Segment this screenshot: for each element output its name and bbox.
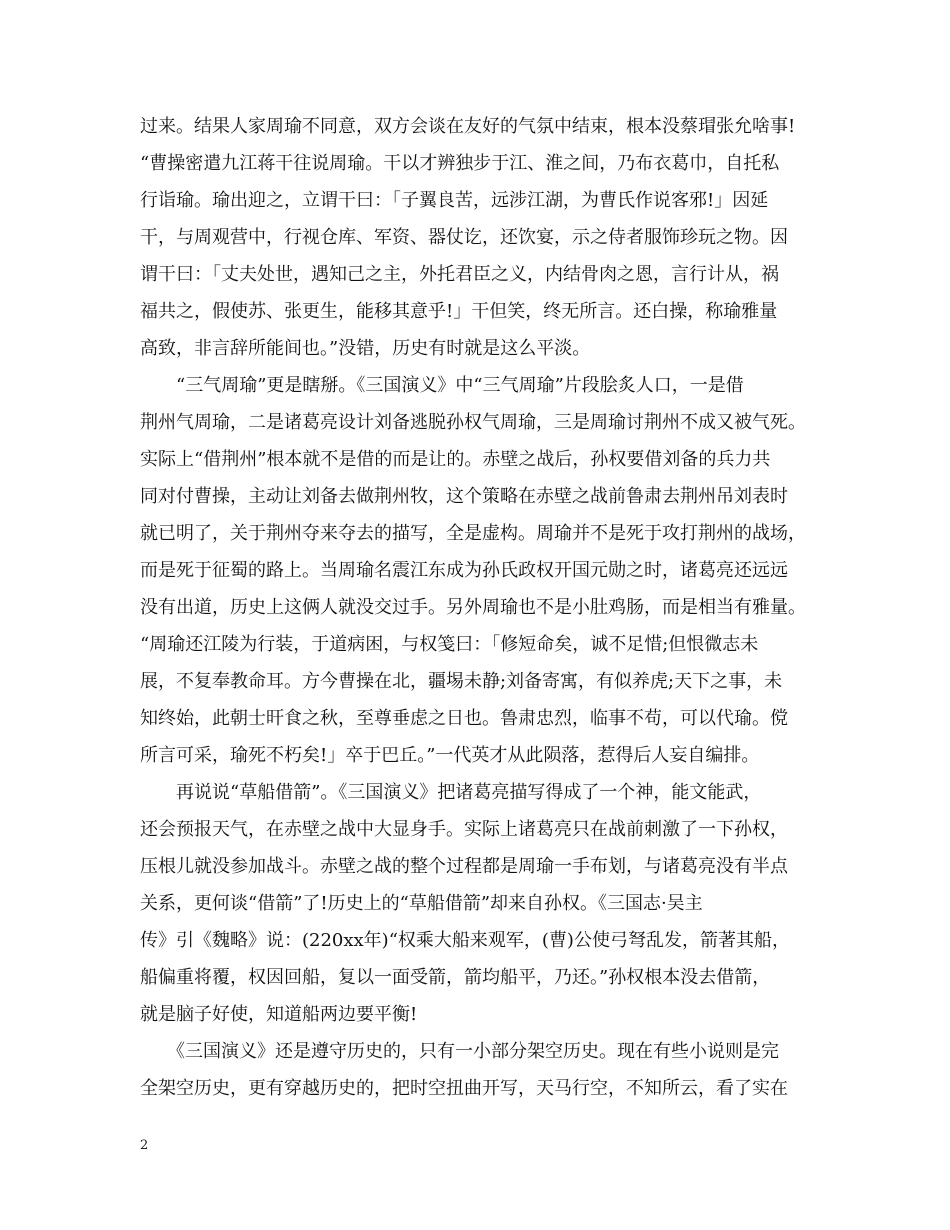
text-line: 干，与周观营中，行视仓库、军资、器仗讫，还饮宴，示之侍者服饰珍玩之物。因 bbox=[140, 227, 788, 248]
body-text bbox=[140, 108, 812, 1107]
text-line: 还会预报天气，在赤壁之战中大显身手。实际上诸葛亮只在战前刺激了一下孙权， bbox=[140, 819, 788, 840]
text-line: 传》引《魏略》说：(220xx年)“权乘大船来观军，(曹)公使弓弩乱发，箭著其船， bbox=[140, 930, 790, 951]
text-line: 全架空历史，更有穿越历史的，把时空扭曲开写，天马行空，不知所云，看了实在 bbox=[140, 1078, 788, 1099]
text-line: 知终始，此朝士旰食之秋，至尊垂虑之日也。鲁肃忠烈，临事不苟，可以代瑜。傥 bbox=[140, 708, 788, 729]
text-line: 关系，更何谈“借箭”了!历史上的“草船借箭”却来自孙权。《三国志·吴主 bbox=[140, 893, 703, 914]
text-line: 谓干曰：「丈夫处世，遇知己之主，外托君臣之义，内结骨肉之恩，言行计从，祸 bbox=[140, 264, 779, 285]
text-line: 行诣瑜。瑜出迎之，立谓干曰：「子翼良苦，远涉江湖，为曹氏作说客邪!」因延 bbox=[140, 190, 769, 211]
text-line: 高致，非言辞所能间也。”没错，历史有时就是这么平淡。 bbox=[140, 338, 591, 359]
text-line: 所言可采，瑜死不朽矣!」卒于巴丘。”一代英才从此陨落，惹得后人妄自编排。 bbox=[140, 745, 760, 766]
text-line: 再说说“草船借箭”。《三国演义》把诸葛亮描写得成了一个神，能文能武， bbox=[140, 782, 762, 803]
text-line: 同对付曹操，主动让刘备去做荆州牧，这个策略在赤壁之战前鲁肃去荆州吊刘表时 bbox=[140, 486, 788, 507]
text-line: 船偏重将覆，权因回船，复以一面受箭，箭均船平，乃还。”孙权根本没去借箭， bbox=[140, 967, 771, 988]
text-line: 《三国演义》还是遵守历史的，只有一小部分架空历史。现在有些小说则是完 bbox=[140, 1041, 779, 1062]
text-line: “三气周瑜”更是瞎掰。《三国演义》中“三气周瑜”片段脍炙人口，一是借 bbox=[140, 375, 744, 396]
text-line: 福共之，假使苏、张更生，能移其意乎!」干但笑，终无所言。还白操，称瑜雅量 bbox=[140, 301, 778, 322]
page-number: 2 bbox=[140, 1138, 149, 1153]
text-line: 展，不复奉教命耳。方今曹操在北，疆埸未静;刘备寄寓，有似养虎;天下之事，未 bbox=[140, 671, 783, 692]
text-line: 压根儿就没参加战斗。赤壁之战的整个过程都是周瑜一手布划，与诸葛亮没有半点 bbox=[140, 856, 788, 877]
text-line: 而是死于征蜀的路上。当周瑜名震江东成为孙氏政权开国元勋之时，诸葛亮还远远 bbox=[140, 560, 788, 581]
text-line: 荆州气周瑜，二是诸葛亮设计刘备逃脱孙权气周瑜，三是周瑜讨荆州不成又被气死。 bbox=[140, 412, 806, 433]
text-line: 过来。结果人家周瑜不同意，双方会谈在友好的气氛中结束，根本没蔡瑁张允啥事! bbox=[140, 116, 796, 137]
text-line: 就已明了，关于荆州夺来夺去的描写，全是虚构。周瑜并不是死于攻打荆州的战场， bbox=[140, 523, 806, 544]
text-line: “曹操密遣九江蒋干往说周瑜。干以才辨独步于江、淮之间，乃布衣葛巾，自托私 bbox=[140, 153, 780, 174]
text-line: “周瑜还江陵为行装，于道病困，与权笺曰：「修短命矣，诚不足惜;但恨微志未 bbox=[140, 634, 759, 655]
text-line: 没有出道，历史上这俩人就没交过手。另外周瑜也不是小肚鸡肠，而是相当有雅量。 bbox=[140, 597, 806, 618]
text-line: 实际上“借荆州”根本就不是借的而是让的。赤壁之战后，孙权要借刘备的兵力共 bbox=[140, 449, 771, 470]
text-line: 就是脑子好使，知道船两边要平衡! bbox=[140, 1004, 418, 1025]
